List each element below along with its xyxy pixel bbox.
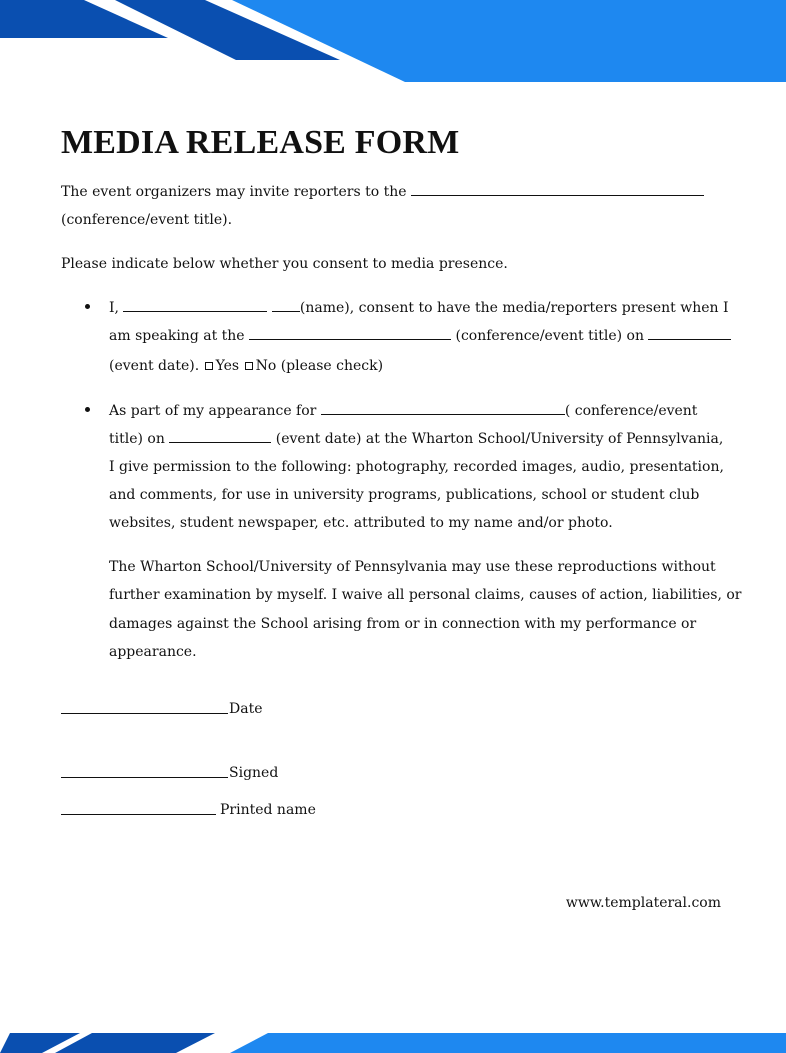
bullet1-line-2 — [109, 329, 731, 343]
consent-prompt: Please indicate below whether you consent to media presence. — [61, 256, 508, 272]
event-date-blank[interactable] — [648, 338, 731, 340]
bullet1-line-3 — [109, 359, 383, 373]
bullet2-line-2 — [109, 432, 723, 446]
bullet2-text-a: As part of my appearance for — [109, 403, 317, 419]
signature-line[interactable] — [61, 777, 228, 778]
waiver-line-1: The Wharton School/University of Pennsylvania may use these reproductions without — [109, 559, 716, 575]
website-link[interactable]: www.templateral.com — [565, 895, 721, 911]
page-title: MEDIA RELEASE FORM — [61, 124, 460, 161]
no-label: No (please check) — [255, 358, 384, 374]
waiver-line-3: damages against the School arising from or in connection with my performance or — [109, 616, 697, 632]
yes-checkbox[interactable] — [205, 362, 213, 370]
bullet1-line-1 — [109, 301, 729, 315]
conference-title-blank[interactable] — [249, 338, 451, 340]
bullet1-text-e: (event date). — [109, 358, 200, 374]
intro-text: The event organizers may invite reporters to the — [61, 184, 407, 200]
signed-label: Signed — [229, 765, 279, 781]
name-blank-2[interactable] — [272, 310, 300, 312]
no-checkbox[interactable] — [245, 362, 253, 370]
bullet-dot — [85, 304, 90, 309]
waiver-line-4: appearance. — [109, 644, 197, 660]
bullet2-line-5: websites, student newspaper, etc. attributed to my name and/or photo. — [109, 515, 613, 531]
name-blank[interactable] — [123, 310, 267, 312]
footer-banner — [0, 1033, 786, 1053]
footer-stripe-3 — [230, 1033, 786, 1053]
bullet2-line-3: I give permission to the following: photography, recorded images, audio, presentation, — [109, 459, 724, 475]
date-label: Date — [229, 701, 263, 717]
printed-name-label: Printed name — [220, 802, 316, 818]
bullet2-text-b: ( conference/event — [564, 403, 698, 419]
waiver-line-2: further examination by myself. I waive all personal claims, causes of action, liabilities, or — [109, 587, 742, 603]
bullet1-text-a: I, — [109, 300, 119, 316]
intro-line-2: (conference/event title). — [61, 212, 233, 228]
bullet1-text-d: (conference/event title) on — [455, 328, 644, 344]
header-stripe-3 — [232, 0, 786, 82]
intro-line-1 — [61, 185, 704, 199]
date-line[interactable] — [61, 713, 228, 714]
bullet2-line-4: and comments, for use in university programs, publications, school or student club — [109, 487, 700, 503]
bullet-dot — [85, 407, 90, 412]
bullet2-text-c: title) on — [109, 431, 165, 447]
header-banner — [0, 0, 786, 82]
yes-label: Yes — [215, 358, 240, 374]
footer-stripe-2 — [55, 1033, 215, 1053]
bullet1-text-b: (name), consent to have the media/reporters present when I — [299, 300, 729, 316]
event-date-blank-2[interactable] — [169, 441, 271, 443]
event-title-blank[interactable] — [411, 194, 704, 196]
bullet1-text-c: am speaking at the — [109, 328, 245, 344]
appearance-blank[interactable] — [321, 413, 565, 415]
bullet2-text-d: (event date) at the Wharton School/University of Pennsylvania, — [275, 431, 724, 447]
printed-name-line[interactable] — [61, 814, 216, 815]
bullet2-line-1 — [109, 404, 697, 418]
